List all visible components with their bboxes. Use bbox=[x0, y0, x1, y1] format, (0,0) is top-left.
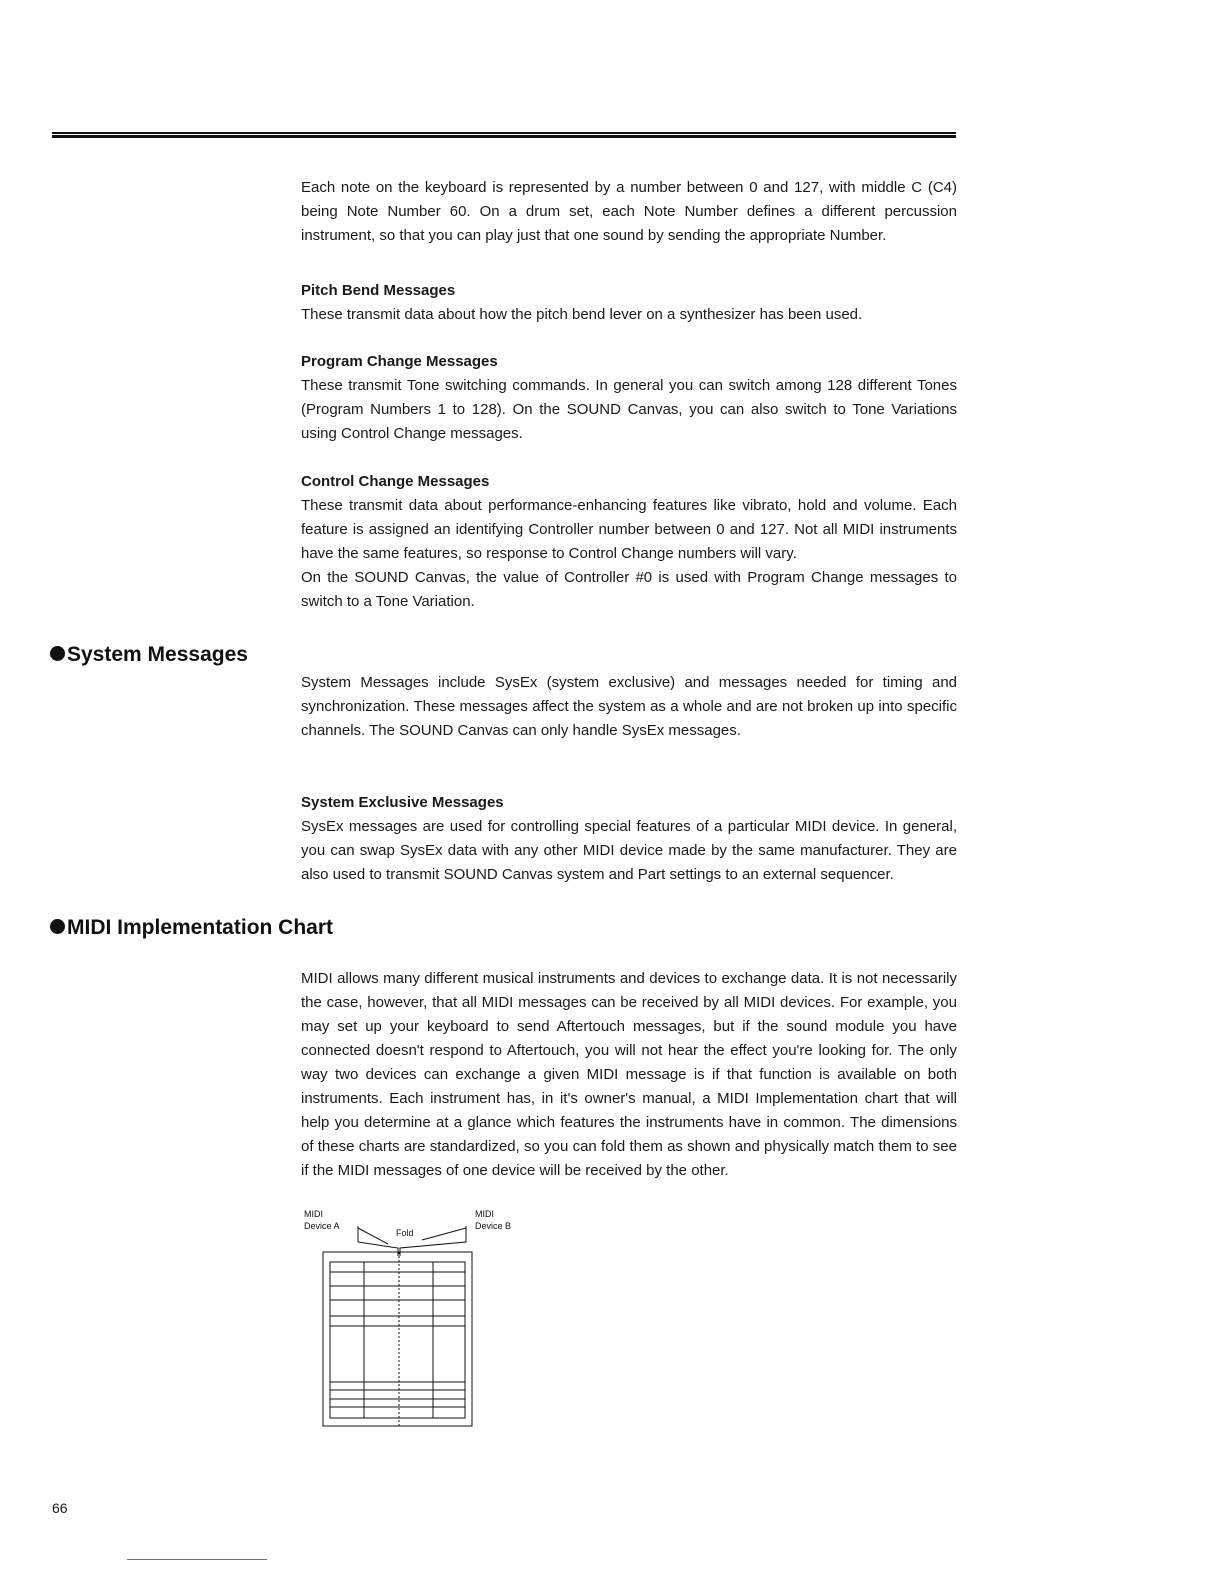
folded-chart bbox=[323, 1252, 472, 1426]
program-change-title: Program Change Messages bbox=[301, 353, 498, 370]
midi-chart-heading bbox=[50, 915, 333, 941]
fold-diagram bbox=[302, 1206, 532, 1436]
midi-chart-heading-text: MIDI Implementation Chart bbox=[67, 916, 334, 939]
device-b-label-2: Device B bbox=[475, 1221, 512, 1231]
header-rule bbox=[52, 132, 956, 138]
midi-chart-block bbox=[301, 967, 957, 1183]
system-messages-block bbox=[301, 671, 957, 743]
midi-chart-body: MIDI allows many different musical instruments and devices to exchange data. It is not necessarily the case, however, that all MIDI messages can be received by all MIDI devices. For example, you may set up your keyboard to send Aftertouch messages, but if the sound module you have connected doesn't respond to Aftertouch, you will not hear the effect you're looking for. The only way two devices can exchange a given MIDI message is if that function is available on both instruments. Each instrument has, in it's owner's manual, a MIDI Implementation chart that will help you determine at a glance which features the instruments have in common. The dimensions of these charts are standardized, so you can fold them as shown and physically match them to see if the MIDI messages of one device will be received by the other. bbox=[301, 970, 957, 1179]
device-b-label-1: MIDI bbox=[475, 1209, 494, 1219]
pitch-bend-block bbox=[301, 279, 957, 327]
system-exclusive-body: SysEx messages are used for controlling special features of a particular MIDI device. In general, you can swap SysEx data with any other MIDI device made by the same manufacturer. They are also used to transmit SOUND Canvas system and Part settings to an external sequencer. bbox=[301, 818, 957, 883]
control-change-body-1: These transmit data about performance-enhancing features like vibrato, hold and volume. Each feature is assigned an identifying Controller number between 0 and 127. Not all MIDI instruments have the same features, so response to Control Change numbers will vary. bbox=[301, 497, 957, 562]
bullet-icon bbox=[50, 919, 65, 934]
fold-label: Fold bbox=[396, 1228, 414, 1238]
program-change-block bbox=[301, 350, 957, 446]
pitch-bend-body: These transmit data about how the pitch bend lever on a synthesizer has been used. bbox=[301, 306, 863, 323]
program-change-body: These transmit Tone switching commands. In general you can switch among 128 different Tones (Program Numbers 1 to 128). On the SOUND Canvas, you can also switch to Tone Variations using Control Change messages. bbox=[301, 377, 957, 442]
device-a-label-2: Device A bbox=[304, 1221, 340, 1231]
intro-block bbox=[301, 176, 957, 248]
pitch-bend-title: Pitch Bend Messages bbox=[301, 282, 456, 299]
system-messages-body: System Messages include SysEx (system exclusive) and messages needed for timing and synchronization. These messages affect the system as a whole and are not broken up into specific channels. The SOUND Canvas can only handle SysEx messages. bbox=[301, 674, 957, 739]
control-change-title: Control Change Messages bbox=[301, 473, 490, 490]
system-messages-heading-text: System Messages bbox=[67, 643, 248, 666]
page-number: 66 bbox=[52, 1500, 68, 1516]
control-change-block bbox=[301, 470, 957, 614]
intro-paragraph: Each note on the keyboard is represented by a number between 0 and 127, with middle C (C4) being Note Number 60. On a drum set, each Note Number defines a different percussion instrument, so that you can play just that one sound by sending the appropriate Number. bbox=[301, 179, 957, 244]
system-exclusive-block bbox=[301, 791, 957, 887]
system-exclusive-title: System Exclusive Messages bbox=[301, 794, 504, 811]
bullet-icon bbox=[50, 646, 65, 661]
system-messages-heading bbox=[50, 642, 248, 668]
device-a-label-1: MIDI bbox=[304, 1209, 323, 1219]
footer-rule bbox=[127, 1559, 267, 1560]
control-change-body-2: On the SOUND Canvas, the value of Controller #0 is used with Program Change messages to switch to a Tone Variation. bbox=[301, 569, 957, 610]
